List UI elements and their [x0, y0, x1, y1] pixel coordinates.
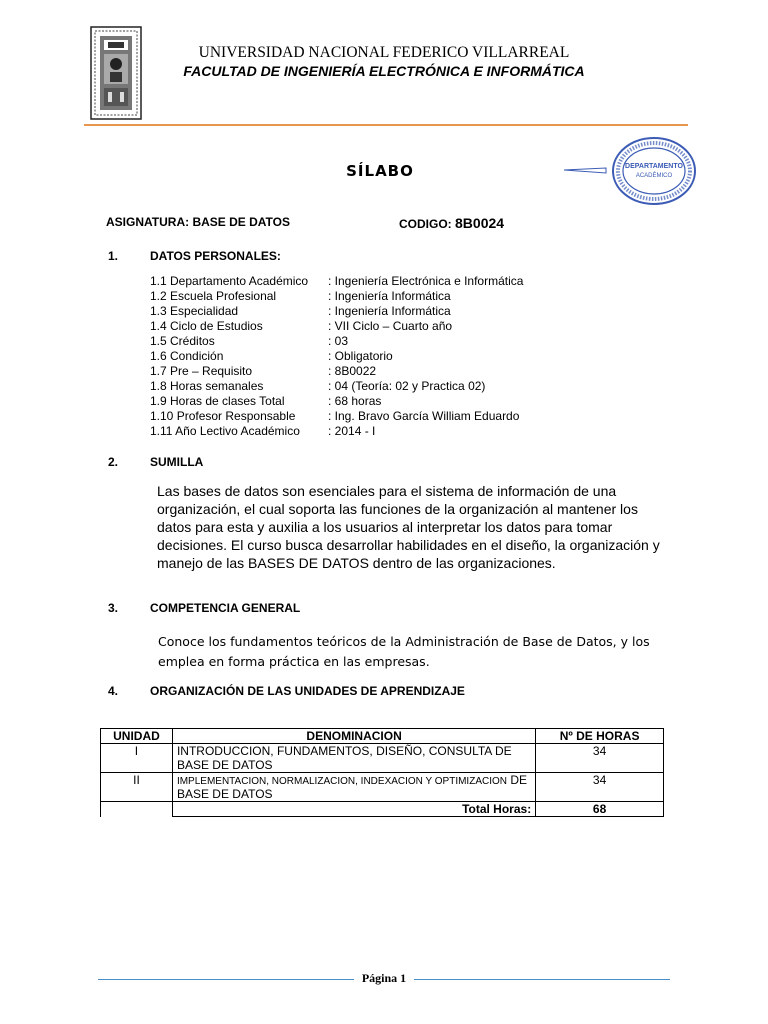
table-header-row — [101, 729, 664, 744]
section-1-number: 1. — [108, 249, 119, 263]
stamp-line-1: DEPARTAMENTO — [625, 163, 683, 170]
total-label: Total Horas: — [172, 802, 535, 817]
cell-unidad: I — [101, 744, 173, 773]
header-horas: Nº DE HORAS — [536, 729, 664, 744]
section-4-title: ORGANIZACIÓN DE LAS UNIDADES DE APRENDIZAJE — [150, 684, 465, 698]
stamp-line-2: ACADÉMICO — [635, 173, 673, 179]
cell-denominacion-small: IMPLEMENTACION, NORMALIZACION, INDEXACION Y OPTIMIZACION — [176, 776, 507, 787]
table-row — [101, 744, 664, 773]
competencia-text: Conoce los fundamentos teóricos de la Administración de Base de Datos, y los emplea en forma práctica en las empresas. — [158, 634, 650, 669]
cell-unidad: II — [101, 773, 173, 802]
units-table — [100, 728, 664, 817]
course-name: ASIGNATURA: BASE DE DATOS — [106, 215, 291, 229]
cell-horas: 34 — [536, 744, 664, 773]
course-code-label: CODIGO: — [399, 217, 452, 231]
faculty-name: FACULTAD DE INGENIERÍA ELECTRÓNICA E INFORMÁTICA — [183, 63, 585, 79]
document-title: SÍLABO — [346, 162, 414, 180]
table-total-row — [101, 802, 664, 817]
section-2-number: 2. — [108, 455, 119, 469]
cell-horas: 34 — [536, 773, 664, 802]
header-divider — [84, 124, 688, 126]
section-3-title: COMPETENCIA GENERAL — [150, 601, 301, 615]
cell-empty — [101, 802, 173, 817]
course-code — [399, 215, 504, 231]
cell-denominacion: INTRODUCCION, FUNDAMENTOS, DISEÑO, CONSULTA DE BASE DE DATOS — [172, 744, 535, 773]
table-row — [101, 773, 664, 802]
page-number-text: Página 1 — [354, 971, 414, 985]
header-unidad: UNIDAD — [101, 729, 173, 744]
department-stamp — [562, 136, 698, 206]
course-code-value: 8B0024 — [455, 215, 505, 231]
cell-denominacion — [172, 773, 535, 802]
page-number — [0, 971, 768, 986]
university-name: UNIVERSIDAD NACIONAL FEDERICO VILLARREAL — [198, 44, 570, 61]
section-3-number: 3. — [108, 601, 119, 615]
section-1-title: DATOS PERSONALES: — [150, 249, 281, 263]
header-denominacion: DENOMINACION — [172, 729, 535, 744]
section-2-title: SUMILLA — [150, 455, 204, 469]
cell-denominacion-main: DE BASE DE DATOS — [176, 773, 528, 801]
sumilla-text: Las bases de datos son esenciales para el sistema de información de una organización, el cual soporta las funciones de la organización al mantener los datos para esta y auxilia a los usuarios al interpretar los datos para tomar decisiones. El curso busca desarrollar habilidades en el diseño, la organización y manejo de las BASES DE DATOS dentro de las organizaciones. — [157, 483, 660, 571]
total-value: 68 — [536, 802, 664, 817]
section-4-number: 4. — [108, 684, 119, 698]
